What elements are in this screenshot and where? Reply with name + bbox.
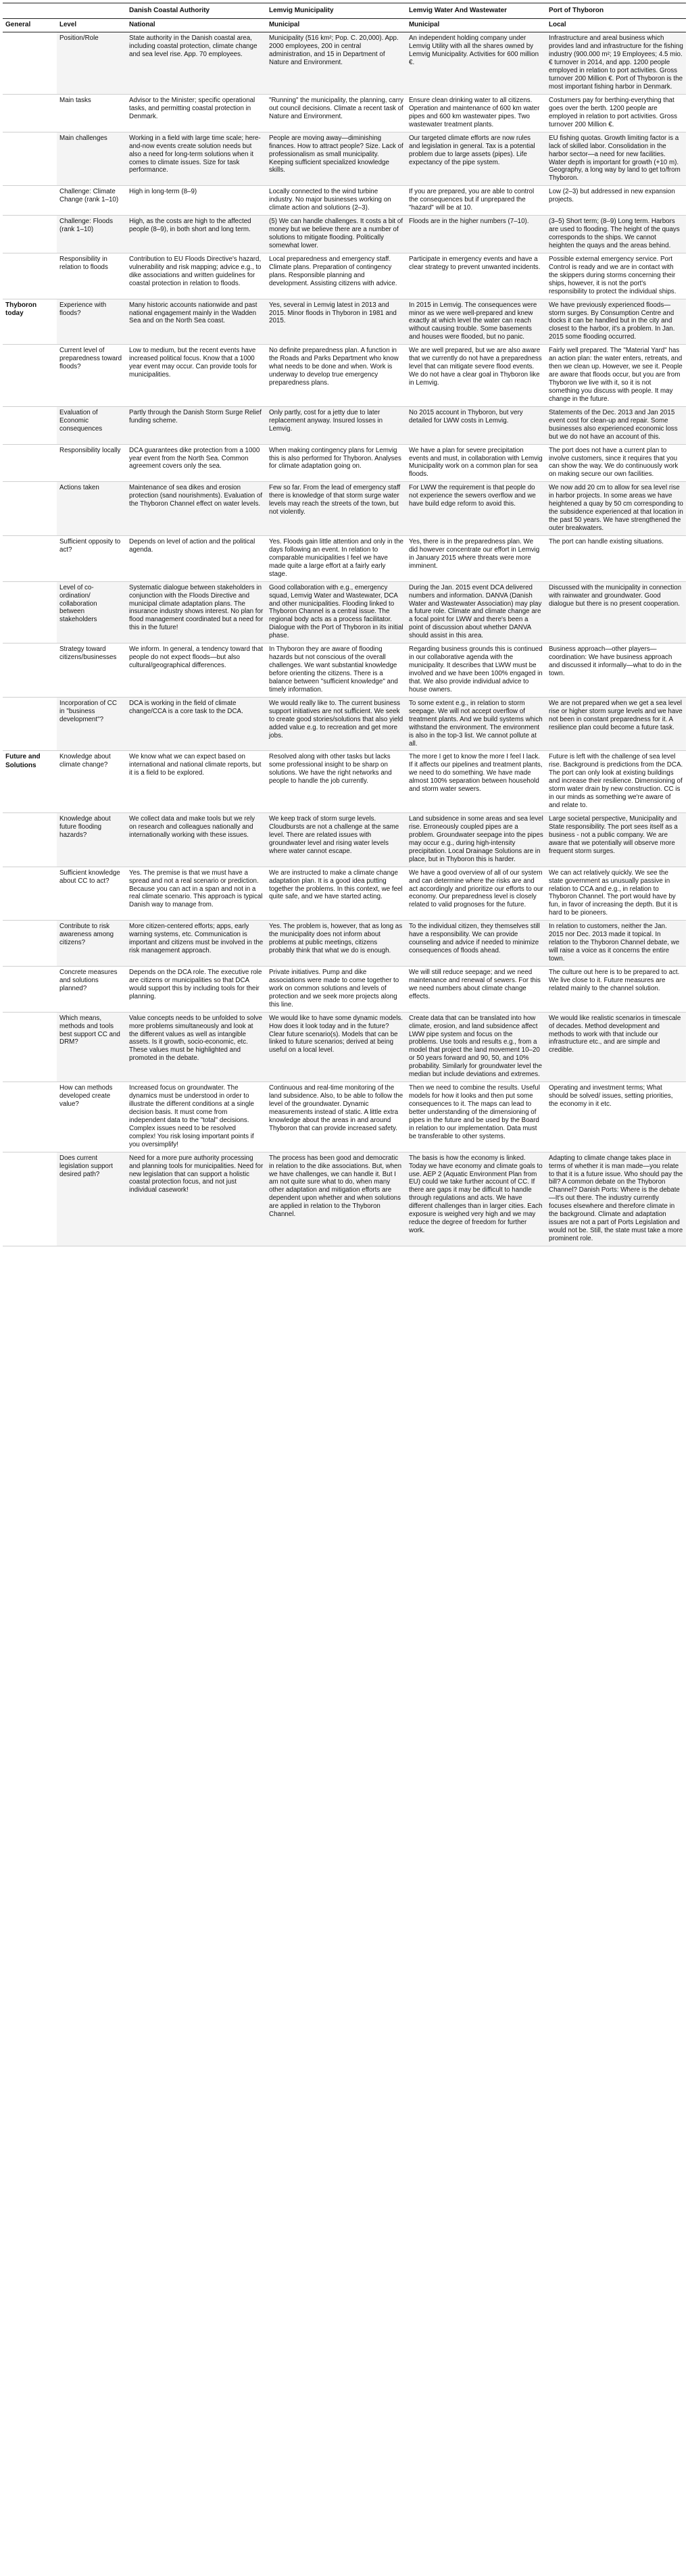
- criterion-cell: Evaluation of Economic consequences: [57, 406, 126, 444]
- table-row: [3, 643, 686, 698]
- section-label: Thyboron today: [3, 299, 57, 345]
- criterion-cell: Does current legislation support desired path?: [57, 1152, 126, 1246]
- table-row: [3, 1012, 686, 1082]
- cell-danish-coastal-authority: State authority in the Danish coastal area, including coastal protection, climate change and sea level rise. App. 70 employees.: [126, 32, 266, 95]
- table-row: [3, 444, 686, 482]
- cell-lemvig-municipality: We are instructed to make a climate change adaptation plan. It is a good idea putting together the problems. In this context, we feel quite safe, and we have started acting.: [266, 867, 406, 921]
- cell-danish-coastal-authority: Low to medium, but the recent events have increased political focus. Know that a 1000 year event may occur. Can provide tools for municipalities.: [126, 345, 266, 407]
- cell-danish-coastal-authority: DCA guarantees dike protection from a 1000 year event from the North Sea. Common agreement covers only the sea.: [126, 444, 266, 482]
- cell-lemvig-municipality: Continuous and real-time monitoring of the land subsidence. Also, to be able to follow the level of the groundwater. Dynamic measurements instead of static. A little extra knowledge about the areas in and around Thyboron that can provide increased safety.: [266, 1082, 406, 1152]
- section-label: [3, 1082, 57, 1152]
- table-row: [3, 186, 686, 216]
- cell-port-of-thyboron: Fairly well prepared. The "Material Yard" has an action plan: the water enters, retreats, and then we clean up. However, we see it. People are aware that floods occur, but you are from Thyboron we live with it, so it is not something you discuss with people. It may change in the future.: [546, 345, 686, 407]
- cell-lemvig-water: An independent holding company under Lemvig Utility with all the shares owned by Lemvig Municipality. Activities for 600 million €.: [406, 32, 546, 95]
- criterion-cell: Experience with floods?: [57, 299, 126, 345]
- table-row: [3, 406, 686, 444]
- cell-lemvig-municipality: Yes, several in Lemvig latest in 2013 and 2015. Minor floods in Thyboron in 1981 and 2015.: [266, 299, 406, 345]
- criterion-cell: Knowledge about future flooding hazards?: [57, 813, 126, 867]
- level-label: Level: [57, 19, 126, 32]
- cell-lemvig-municipality: Private initiatives. Pump and dike associations were made to come together to work on common solutions and levels of protection and we seek more projects along this line.: [266, 966, 406, 1012]
- table-container: [3, 3, 685, 1246]
- cell-danish-coastal-authority: We collect data and make tools but we rely on research and colleagues nationally and internationally working with these issues.: [126, 813, 266, 867]
- header-lemvig-water: Lemvig Water And Wastewater: [406, 3, 546, 19]
- criterion-cell: Level of co-ordination/ collaboration between stakeholders: [57, 581, 126, 643]
- cell-lemvig-water: In 2015 in Lemvig. The consequences were minor as we were well-prepared and knew exactly at which level the water can reach without causing trouble. Some basements and houses were flooded, but no panic.: [406, 299, 546, 345]
- level-row: [3, 19, 686, 32]
- section-label: [3, 253, 57, 299]
- table-row: [3, 94, 686, 132]
- criterion-cell: Incorporation of CC in "business development"?: [57, 697, 126, 751]
- cell-lemvig-water: Yes, there is in the preparedness plan. We did however concentrate our effort in Lemvig in January 2015 where threats were more imminent.: [406, 535, 546, 581]
- cell-port-of-thyboron: Large societal perspective, Municipality and State responsibility. The port sees itself as a business - not a public company. We are aware that we potentially will observe more frequent storm surges.: [546, 813, 686, 867]
- cell-lemvig-water: Ensure clean drinking water to all citizens. Operation and maintenance of 600 km water pipes and 600 km wastewater pipes. Two wastewater treatment plants.: [406, 94, 546, 132]
- criterion-cell: Challenge: Floods (rank 1–10): [57, 216, 126, 253]
- cell-lemvig-water: Create data that can be translated into how climate, erosion, and land subsidence affect LWW pipe system and focus on the problems. Use tools and results e.g., from a model that project the land movement 10–20 or 50 years forward and 90, 50, and 10% probability. Similarly for groundwater level the median but include deviations and extremes.: [406, 1012, 546, 1082]
- header-row: [3, 3, 686, 19]
- cell-lemvig-municipality: When making contingency plans for Lemvig this is also performed for Thyboron. Analyses for climate adaptation going on.: [266, 444, 406, 482]
- cell-port-of-thyboron: Infrastructure and areal business which provides land and infrastructure for the fishing industry (900.000 m²; 19 Employees; 4.5 mio. € turnover in 2014, and app. 1200 people employed in relation to port activities. Gross turnover 200 Million €. Port of Thyboron is the most important fishing harbor in Denmark.: [546, 32, 686, 95]
- section-label: [3, 643, 57, 698]
- criterion-cell: Concrete measures and solutions planned?: [57, 966, 126, 1012]
- cell-danish-coastal-authority: We inform. In general, a tendency toward that people do not expect floods—but also cultural/geographical differences.: [126, 643, 266, 698]
- table-row: [3, 697, 686, 751]
- cell-danish-coastal-authority: High in long-term (8–9): [126, 186, 266, 216]
- cell-lemvig-water: Floods are in the higher numbers (7–10).: [406, 216, 546, 253]
- criterion-cell: Main tasks: [57, 94, 126, 132]
- criterion-cell: Strategy toward citizens/businesses: [57, 643, 126, 698]
- table-row: [3, 1082, 686, 1152]
- section-label: [3, 1152, 57, 1246]
- header-port-of-thyboron: Port of Thyboron: [546, 3, 686, 19]
- table-row: [3, 253, 686, 299]
- table-row: [3, 132, 686, 186]
- cell-lemvig-municipality: People are moving away—diminishing finances. How to attract people? Size. Lack of professionalism as small municipality. Keeping sufficient specialized knowledge skills.: [266, 132, 406, 186]
- cell-lemvig-water: We are well prepared, but we are also aware that we currently do not have a preparedness level that can mitigate severe flood events. We do not have a clear goal in Thyboron like in Lemvig.: [406, 345, 546, 407]
- cell-danish-coastal-authority: Need for a more pure authority processing and planning tools for municipalities. Need for new legislation that can support a holistic coastal protection focus, and not just individual casework!: [126, 1152, 266, 1246]
- level-danish: National: [126, 19, 266, 32]
- cell-lemvig-water: No 2015 account in Thyboron, but very detailed for LWW costs in Lemvig.: [406, 406, 546, 444]
- cell-lemvig-water: To the individual citizen, they themselves still have a responsibility. We can provide counseling and advice if needed to minimize consequences of floods ahead.: [406, 921, 546, 967]
- cell-lemvig-municipality: (5) We can handle challenges. It costs a bit of money but we believe there are a number of solutions to mitigate flooding. Politically somewhat lower.: [266, 216, 406, 253]
- cell-port-of-thyboron: Costumers pay for berthing-everything that goes over the berth. 1200 people are employed in relation to port activities. Gross turnover 200 Million €.: [546, 94, 686, 132]
- section-label: [3, 406, 57, 444]
- cell-port-of-thyboron: We now add 20 cm to allow for sea level rise in harbor projects. In some areas we have heightened a quay by 50 cm corresponding to the subsidence experienced at that location in the past 50 years. We have strengthened the outer breakwaters.: [546, 482, 686, 536]
- cell-port-of-thyboron: Business approach—other players—coordination: We have business approach and discussed it informally—what to do in the town.: [546, 643, 686, 698]
- section-label: [3, 813, 57, 867]
- section-label: [3, 535, 57, 581]
- section-label: [3, 921, 57, 967]
- cell-port-of-thyboron: We can act relatively quickly. We see the state government as unusually passive in relation to CCA and e.g., in relation to Thyboron Channel. The port would have by fun, in favor of increasing the depth. But it is hard to be pioneers.: [546, 867, 686, 921]
- header-danish-coastal-authority: Danish Coastal Authority: [126, 3, 266, 19]
- cell-danish-coastal-authority: Systematic dialogue between stakeholders in conjunction with the Floods Directive and municipal climate adaptation plans. The insurance industry shows interest. No plan for flood management coordinated but a need for this in the future!: [126, 581, 266, 643]
- section-label: [3, 1012, 57, 1082]
- level-water: Municipal: [406, 19, 546, 32]
- cell-lemvig-municipality: We keep track of storm surge levels. Cloudbursts are not a challenge at the same level. There are related issues with groundwater level and rising water levels where water cannot escape.: [266, 813, 406, 867]
- cell-port-of-thyboron: The culture out here is to be prepared to act. We live close to it. Future measures are related mainly to the channel solution.: [546, 966, 686, 1012]
- criterion-cell: Challenge: Climate Change (rank 1–10): [57, 186, 126, 216]
- level-port: Local: [546, 19, 686, 32]
- cell-lemvig-municipality: We would really like to. The current business support initiatives are not sufficient. We seek to create good stories/solutions that also yield added value e.g. to recreation and get more jobs.: [266, 697, 406, 751]
- table-row: [3, 1152, 686, 1246]
- cell-port-of-thyboron: Operating and investment terms; What should be solved/ issues, setting priorities, the economy in it etc.: [546, 1082, 686, 1152]
- table-row: [3, 345, 686, 407]
- cell-port-of-thyboron: Future is left with the challenge of sea level rise. Background is predictions from the DCA. The port can only look at existing buildings and increase their resilience. Dimensioning of storm water drain by new construction. CC is in our minds as something we're aware of and relate to.: [546, 751, 686, 813]
- section-label: [3, 32, 57, 95]
- table-row: [3, 482, 686, 536]
- cell-lemvig-municipality: The process has been good and democratic in relation to the dike associations. But, when we have challenges, we can handle it. But I am not quite sure what to do, when many other adaptation and mitigation efforts are dependent upon whether and when solutions are applied in relation to the Thyboron Channel.: [266, 1152, 406, 1246]
- cell-danish-coastal-authority: Depends on level of action and the political agenda.: [126, 535, 266, 581]
- table-row: [3, 751, 686, 813]
- section-label: Future and Solutions: [3, 751, 57, 813]
- criterion-cell: Current level of preparedness toward floods?: [57, 345, 126, 407]
- cell-lemvig-municipality: Locally connected to the wind turbine industry. No major businesses working on climate action and solutions (2–3).: [266, 186, 406, 216]
- table-row: [3, 216, 686, 253]
- criterion-cell: How can methods developed create value?: [57, 1082, 126, 1152]
- criterion-cell: Knowledge about climate change?: [57, 751, 126, 813]
- cell-lemvig-water: If you are prepared, you are able to control the consequences but if unprepared the "hazard" will be at 10.: [406, 186, 546, 216]
- cell-port-of-thyboron: The port does not have a current plan to involve customers, since it requires that you can show the way. We do continuously work on making secure our own facilities.: [546, 444, 686, 482]
- cell-lemvig-water: The more I get to know the more I feel I lack. If it affects our pipelines and treatment plants, we need to do something. We have made almost 100% separation between household and storm water sewers.: [406, 751, 546, 813]
- header-section: [3, 3, 57, 19]
- cell-lemvig-water: During the Jan. 2015 event DCA delivered numbers and information. DANVA (Danish Water and Wastewater Association) may play a future role. Climate and climate change are a focal point for LWW and there's been a point of discussion about whether DANVA should assist in this area.: [406, 581, 546, 643]
- criterion-cell: Which means, methods and tools best support CC and DRM?: [57, 1012, 126, 1082]
- section-label: [3, 94, 57, 132]
- cell-danish-coastal-authority: Many historic accounts nationwide and past national engagement mainly in the Wadden Sea and on the North Sea coast.: [126, 299, 266, 345]
- criterion-cell: Main challenges: [57, 132, 126, 186]
- cell-lemvig-water: The basis is how the economy is linked. Today we have economy and climate goals to use. AEP 2 (Aquatic Environment Plan from EU) could we take further account of CC. If there are gaps it may be difficult to handle through regulations and acts. We have different challenges than in larger cities. Each exposure is weighed very high and we may reduce the degree of freedom for further work.: [406, 1152, 546, 1246]
- section-label: [3, 966, 57, 1012]
- cell-lemvig-municipality: Local preparedness and emergency staff. Climate plans. Preparation of contingency plans. Responsible planning and development. Assisting citizens with advice.: [266, 253, 406, 299]
- table-row: [3, 867, 686, 921]
- cell-port-of-thyboron: We have previously experienced floods—storm surges. By Consumption Centre and docks it can be handled but in the city and closest to the harbor, it's a problem. In Jan. 2015 some flooding occurred.: [546, 299, 686, 345]
- table-row: [3, 921, 686, 967]
- criterion-cell: Actions taken: [57, 482, 126, 536]
- cell-lemvig-municipality: Few so far. From the lead of emergency staff there is knowledge of that storm surge water levels may reach the streets of the town, but not violently.: [266, 482, 406, 536]
- cell-lemvig-municipality: Yes. The problem is, however, that as long as the municipality does not inform about problems at public meetings, citizens probably think that what we do is enough.: [266, 921, 406, 967]
- cell-port-of-thyboron: We are not prepared when we get a sea level rise or higher storm surge levels and we have not been in constant preparedness for it. A resilience plan could become a future task.: [546, 697, 686, 751]
- cell-port-of-thyboron: EU fishing quotas. Growth limiting factor is a lack of skilled labor. Consolidation in the harbor sector—a need for new facilities. Water depth is important for growth (+10 m). Geography, a long way by land to get to/from Thyboron.: [546, 132, 686, 186]
- cell-lemvig-water: Our targeted climate efforts are now rules and legislation in general. Tax is a potential problem due to large assets (pipes). Life expectancy of the pipe system.: [406, 132, 546, 186]
- cell-lemvig-municipality: Good collaboration with e.g., emergency squad, Lemvig Water and Wastewater, DCA and other municipalities. Flooding linked to Thyboron Channel is a central issue. The regional body acts as a process facilitator. Dialogue with the Port of Thyboron in its initial phase.: [266, 581, 406, 643]
- cell-danish-coastal-authority: Yes. The premise is that we must have a spread and not a real scenario or prediction. Because you can act in a span and not in a real climate scenario. This approach is typical Danish way to manage from.: [126, 867, 266, 921]
- criterion-cell: Sufficient opposity to act?: [57, 535, 126, 581]
- cell-lemvig-water: We will still reduce seepage; and we need maintenance and renewal of sewers. For this we need numbers about climate change effects.: [406, 966, 546, 1012]
- cell-port-of-thyboron: Adapting to climate change takes place in terms of whether it is man made—you relate to that it is a future issue. Who should pay the bill? A common debate on the Thyboron Channel? Danish Ports: Where is the debate—It's out there. The industry currently focuses elsewhere and therefore climate in the background. Climate and adaptation issues are not a part of Ports Legislation and would not be. Still, the state must take a more prominent role.: [546, 1152, 686, 1246]
- cell-lemvig-water: We have a good overview of all of our system and can determine where the risks are and act accordingly and prioritize our efforts to our economy. Our preparedness level is closely related to valid prognoses for the future.: [406, 867, 546, 921]
- cell-danish-coastal-authority: Depends on the DCA role. The executive role are citizens or municipalities so that DCA would support this by including tools for their planning.: [126, 966, 266, 1012]
- section-label: [3, 581, 57, 643]
- cell-danish-coastal-authority: Value concepts needs to be unfolded to solve more problems simultaneously and look at the different values as well as intangible assets. Is it growth, socio-economic, etc. These values must be highlighted and promoted in the debate.: [126, 1012, 266, 1082]
- cell-danish-coastal-authority: Advisor to the Minister; specific operational tasks, and permitting coastal protection in Denmark.: [126, 94, 266, 132]
- cell-lemvig-water: Then we need to combine the results. Useful models for how it looks and then put some consequences to it. The maps can lead to better understanding of the dimensioning of pipes in the future and be used by the Board in relation to our implementation. Data must be transferable to other systems.: [406, 1082, 546, 1152]
- cell-lemvig-water: For LWW the requirement is that people do not experience the sewers overflow and we have build edge reform to avoid this.: [406, 482, 546, 536]
- cell-lemvig-municipality: No definite preparedness plan. A function in the Roads and Parks Department who know what needs to be done and when. Work is underway to develop true emergency preparedness plans.: [266, 345, 406, 407]
- table-row: [3, 813, 686, 867]
- cell-lemvig-municipality: Only partly, cost for a jetty due to later replacement anyway. Insured losses in Lemvig.: [266, 406, 406, 444]
- section-label: [3, 444, 57, 482]
- table-row: [3, 535, 686, 581]
- cell-danish-coastal-authority: More citizen-centered efforts; apps, early warning systems, etc. Communication is important and citizens must be involved in the risk management approach.: [126, 921, 266, 967]
- cell-danish-coastal-authority: Contribution to EU Floods Directive's hazard, vulnerability and risk mapping; advice e.g., to dike associations and written guidelines for coastal protection in relation to floods.: [126, 253, 266, 299]
- cell-lemvig-water: To some extent e.g., in relation to storm seepage. We will not accept overflow of treatment plants. And we build systems which withstand the environment. The environment is also in the top-3 list. We cannot pollute at all.: [406, 697, 546, 751]
- cell-port-of-thyboron: Possible external emergency service. Port Control is ready and we are in contact with the skippers during storms concerning their ships, however, it is not the port's responsibility to protect the individual ships.: [546, 253, 686, 299]
- table-row: [3, 966, 686, 1012]
- criterion-cell: Responsibility locally: [57, 444, 126, 482]
- cell-danish-coastal-authority: DCA is working in the field of climate change/CCA is a core task to the DCA.: [126, 697, 266, 751]
- cell-lemvig-municipality: Municipality (516 km²; Pop. C. 20,000). App. 2000 employees, 200 in central administration, and 15 in Department of Nature and Environment.: [266, 32, 406, 95]
- table-body: [3, 19, 686, 1246]
- cell-lemvig-water: Regarding business grounds this is continued in our collaborative agenda with the municipality. It describes that LWW must be involved and we have been 100% engaged in that. We also provide individual advice to house owners.: [406, 643, 546, 698]
- cell-port-of-thyboron: (3–5) Short term; (8–9) Long term. Harbors are used to flooding. The height of the quays corresponds to the ships. We cannot heighten the quays and the areas behind.: [546, 216, 686, 253]
- section-label: [3, 132, 57, 186]
- cell-port-of-thyboron: Low (2–3) but addressed in new expansion projects.: [546, 186, 686, 216]
- stakeholder-comparison-table: [3, 3, 686, 1246]
- criterion-cell: Position/Role: [57, 32, 126, 95]
- cell-port-of-thyboron: Statements of the Dec. 2013 and Jan 2015 event cost for clean-up and repair. Some businesses also experienced economic loss but we do not have an account of this.: [546, 406, 686, 444]
- section-label: [3, 186, 57, 216]
- cell-lemvig-municipality: Resolved along with other tasks but lacks some professional insight to be sharp on solutions. We have the right networks and people to handle the job currently.: [266, 751, 406, 813]
- cell-danish-coastal-authority: Working in a field with large time scale; here-and-now events create solution needs but also a need for long-term solutions when it comes to climate issues. Size for task performance.: [126, 132, 266, 186]
- criterion-cell: Responsibility in relation to floods: [57, 253, 126, 299]
- cell-lemvig-municipality: Yes. Floods gain little attention and only in the days following an event. In relation to comparable municipalities I feel we have made quite a large effort at a fairly early stage.: [266, 535, 406, 581]
- criterion-cell: Sufficient knowledge about CC to act?: [57, 867, 126, 921]
- header-lemvig-municipality: Lemvig Municipality: [266, 3, 406, 19]
- cell-danish-coastal-authority: High, as the costs are high to the affected people (8–9), in both short and long term.: [126, 216, 266, 253]
- criterion-cell: Contribute to risk awareness among citizens?: [57, 921, 126, 967]
- cell-lemvig-municipality: "Running" the municipality, the planning, carry out council decisions. Climate a recent task of Nature and Environment.: [266, 94, 406, 132]
- section-label: [3, 697, 57, 751]
- header-level: [57, 3, 126, 19]
- cell-port-of-thyboron: We would like realistic scenarios in timescale of decades. Method development and methods to work with that include our infrastructure etc., and are simple and credible.: [546, 1012, 686, 1082]
- cell-danish-coastal-authority: Increased focus on groundwater. The dynamics must be understood in order to illustrate the different conditions at a single decision basis. It must come from independent data to the "total" decisions. Complex issues need to be resolved complex! You risk losing important points if you oversimplify!: [126, 1082, 266, 1152]
- section-label: General: [3, 19, 57, 32]
- cell-port-of-thyboron: In relation to customers, neither the Jan. 2015 nor Dec. 2013 made it topical. In relation to the Thyboron Channel debate, we will raise a voice as it concerns the entire town.: [546, 921, 686, 967]
- table-row: [3, 581, 686, 643]
- section-label: [3, 482, 57, 536]
- cell-danish-coastal-authority: Partly through the Danish Storm Surge Relief funding scheme.: [126, 406, 266, 444]
- level-lemvig: Municipal: [266, 19, 406, 32]
- cell-danish-coastal-authority: Maintenance of sea dikes and erosion protection (sand nourishments). Evaluation of the Thyboron Channel effect on water levels.: [126, 482, 266, 536]
- cell-lemvig-water: We have a plan for severe precipitation events and must, in collaboration with Lemvig Municipality work on a common plan for sea floods.: [406, 444, 546, 482]
- section-label: [3, 867, 57, 921]
- cell-lemvig-water: Participate in emergency events and have a clear strategy to prevent unwanted incidents.: [406, 253, 546, 299]
- cell-danish-coastal-authority: We know what we can expect based on international and national climate reports, but it is a field to be explored.: [126, 751, 266, 813]
- section-label: [3, 345, 57, 407]
- cell-port-of-thyboron: The port can handle existing situations.: [546, 535, 686, 581]
- table-row: [3, 32, 686, 95]
- cell-port-of-thyboron: Discussed with the municipality in connection with rainwater and groundwater. Good dialogue but there is no present cooperation.: [546, 581, 686, 643]
- table-row: [3, 299, 686, 345]
- cell-lemvig-municipality: In Thyboron they are aware of flooding hazards but not conscious of the overall challenges. We want substantial knowledge before orienting the citizens. There is a balance between "sufficient knowledge" and timely information.: [266, 643, 406, 698]
- section-label: [3, 216, 57, 253]
- cell-lemvig-municipality: We would like to have some dynamic models. How does it look today and in the future? Clear future scenario(s). Models that can be linked to future scenarios; derived at being useful on a local level.: [266, 1012, 406, 1082]
- cell-lemvig-water: Land subsidence in some areas and sea level rise. Erroneously coupled pipes are a problem. Groundwater seepage into the pipes may occur e.g., during high-intensity precipitation. Local Drainage Solutions are in place, but in Thyboron this is harder.: [406, 813, 546, 867]
